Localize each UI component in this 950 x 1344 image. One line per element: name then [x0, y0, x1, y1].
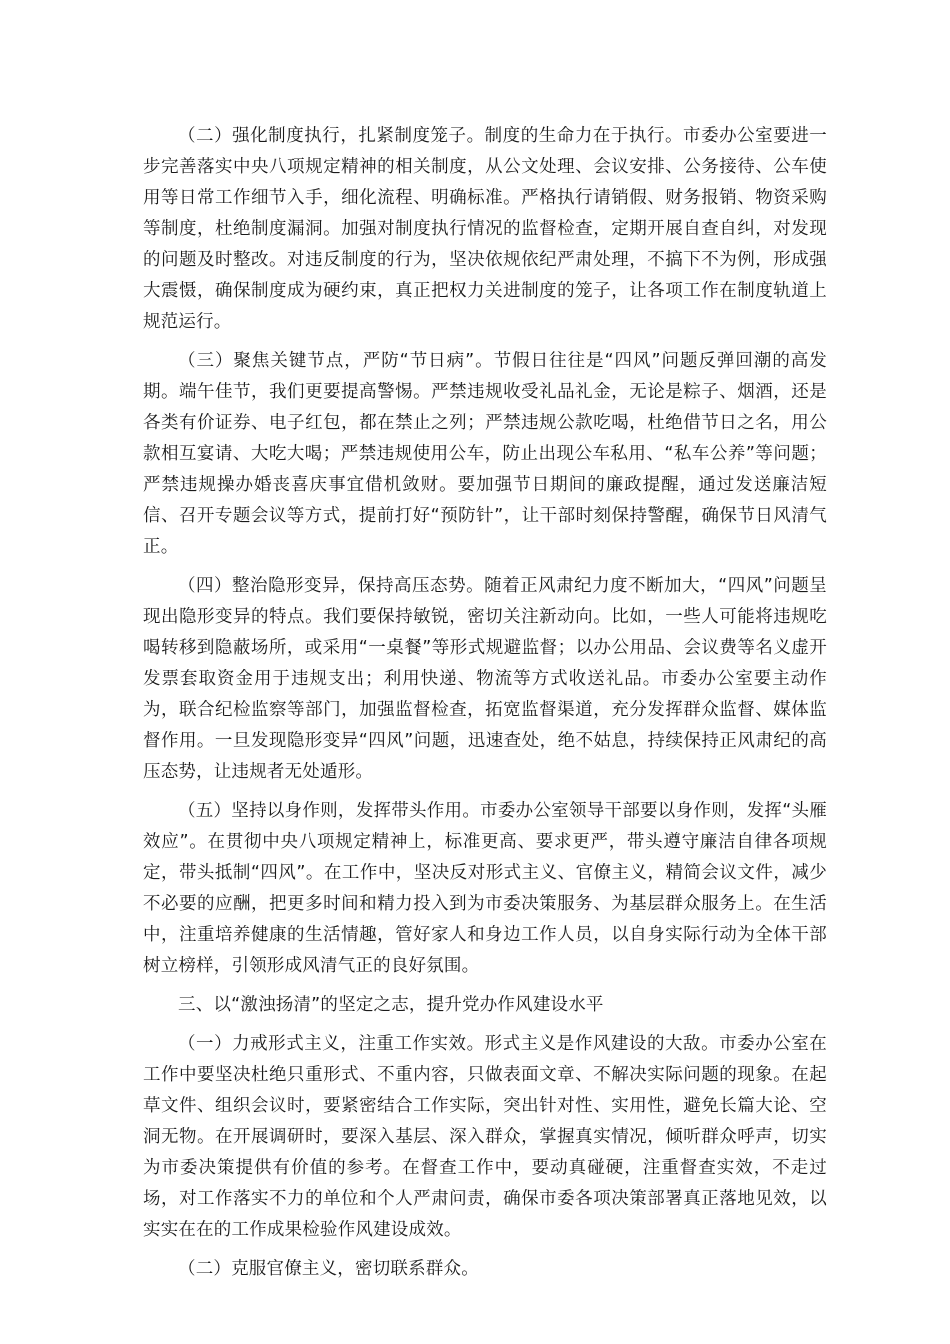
- paragraph-against-formalism: （一）力戒形式主义，注重工作实效。形式主义是作风建设的大敌。市委办公室在工作中要坚决杜绝只重形式、不重内容，只做表面文章、不解决实际问题的现象。在起草文件、组织会议时，要紧密结合工作实际，突出针对性、实用性，避免长篇大论、空洞无物。在开展调研时，要深入基层、深入群众，掌握真实情况，倾听群众呼声，切实为市委决策提供有价值的参考。在督查工作中，要动真碰硬，注重督查实效，不走过场，对工作落实不力的单位和个人严肃问责，确保市委各项决策部署真正落地见效，以实实在在的工作成果检验作风建设成效。: [143, 1034, 827, 1240]
- paragraph-strengthen-institution: （二）强化制度执行，扎紧制度笼子。制度的生命力在于执行。市委办公室要进一步完善落实中央八项规定精神的相关制度，从公文处理、会议安排、公务接待、公车使用等日常工作细节入手，细化流程、明确标准。严格执行请销假、财务报销、物资采购等制度，杜绝制度漏洞。加强对制度执行情况的监督检查，定期开展自查自纠，对发现的问题及时整改。对违反制度的行为，坚决依规依纪严肃处理，不搞下不为例，形成强大震慑，确保制度成为硬约束，真正把权力关进制度的笼子，让各项工作在制度轨道上规范运行。: [143, 126, 827, 332]
- paragraph-lead-by-example: （五）坚持以身作则，发挥带头作用。市委办公室领导干部要以身作则，发挥“头雁效应”。在贯彻中央八项规定精神上，标准更高、要求更严，带头遵守廉洁自律各项规定，带头抵制“四风”。在工作中，坚决反对形式主义、官僚主义，精简会议文件，减少不必要的应酬，把更多时间和精力投入到为市委决策服务、为基层群众服务上。在生活中，注重培养健康的生活情趣，管好家人和身边工作人员，以自身实际行动为全体干部树立榜样，引领形成风清气正的良好氛围。: [143, 801, 827, 976]
- paragraph-against-bureaucratism: （二）克服官僚主义，密切联系群众。: [178, 1259, 479, 1279]
- document-page: [143, 121, 827, 1293]
- paragraph-hidden-variants: （四）整治隐形变异，保持高压态势。随着正风肃纪力度不断加大，“四风”问题呈现出隐形变异的特点。我们要保持敏锐，密切关注新动向。比如，一些人可能将违规吃喝转移到隐蔽场所，或采用“一桌餐”等形式规避监督；以办公用品、会议费等名义虚开发票套取资金用于违规支出；利用快递、物流等方式收送礼品。市委办公室要主动作为，联合纪检监察等部门，加强监督检查，拓宽监督渠道，充分发挥群众监督、媒体监督作用。一旦发现隐形变异“四风”问题，迅速查处，绝不姑息，持续保持正风肃纪的高压态势，让违规者无处遁形。: [143, 576, 827, 782]
- paragraph-festival-nodes: （三）聚焦关键节点，严防“节日病”。节假日往往是“四风”问题反弹回潮的高发期。端午佳节，我们更要提高警惕。严禁违规收受礼品礼金，无论是粽子、烟酒，还是各类有价证券、电子红包，都在禁止之列；严禁违规公款吃喝，杜绝借节日之名，用公款相互宴请、大吃大喝；严禁违规使用公车，防止出现公车私用、“私车公养”等问题；严禁违规操办婚丧喜庆事宜借机敛财。要加强节日期间的廉政提醒，通过发送廉洁短信、召开专题会议等方式，提前打好“预防针”，让干部时刻保持警醒，确保节日风清气正。: [143, 351, 827, 557]
- section-heading-three: 三、以“激浊扬清”的坚定之志，提升党办作风建设水平: [178, 995, 604, 1015]
